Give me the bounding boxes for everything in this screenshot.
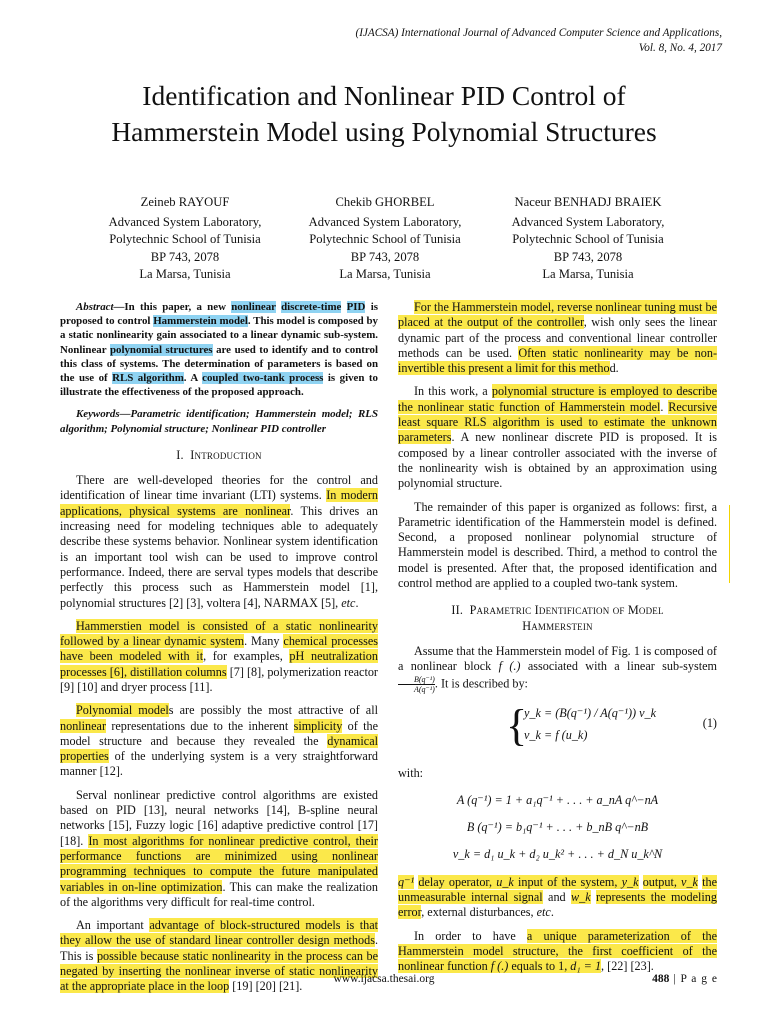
fraction-numerator: B(q⁻¹)	[414, 674, 435, 684]
highlight: represents the modeling	[595, 890, 717, 905]
highlight: Hammerstein model	[153, 315, 248, 328]
right-column	[398, 300, 717, 983]
text: and	[542, 890, 571, 905]
paragraph	[398, 644, 717, 694]
author-lab: Advanced System Laboratory,	[308, 214, 462, 229]
abstract-text: is proposed to control	[60, 301, 378, 328]
equation-v: v_k = d₁ u_k + d₂ u_k² + . . . + d_N u_k^N	[452, 847, 663, 862]
section-heading-introduction	[60, 448, 378, 463]
highlight: For the Hammerstein model, reverse nonlinear tuning must be placed at the output of the controller	[398, 300, 717, 330]
highlight: In modern applications, physical systems are nonlinear	[60, 488, 378, 518]
math-inline: f (.)	[498, 659, 521, 674]
highlight: delay operator,	[418, 874, 497, 889]
title-line-2: Hammerstein Model using Polynomial Structures	[111, 116, 657, 147]
abstract-label: Abstract	[76, 301, 114, 313]
text: In this work, a	[414, 384, 492, 399]
highlight: chemical processes have been modeled with it	[60, 634, 379, 664]
highlight: f (.)	[490, 959, 509, 974]
highlight: error	[398, 905, 422, 920]
author-lab: Advanced System Laboratory,	[108, 214, 262, 229]
author-lab: Advanced System Laboratory,	[511, 214, 665, 229]
journal-volume: Vol. 8, No. 4, 2017	[638, 42, 722, 54]
highlight: polynomial structure is employed to describe the nonlinear static function of Hammerstein model	[398, 384, 717, 414]
author-bp: BP 743, 2078	[150, 249, 220, 264]
left-column	[60, 300, 378, 1003]
paragraph	[398, 384, 717, 491]
author-school: Polytechnic School of Tunisia	[109, 232, 261, 246]
paragraph: The remainder of this paper is organized as follows: first, a Parametric identification of the Hammerstein model is defined. Second, a proposed nonlinear polynomial structure of Hammerstein model is described. Third, a method to control the model is presented. After that, the proposed identification and control method are applied to a coupled two-tank system.	[398, 499, 717, 591]
highlight: Polynomial model	[76, 703, 169, 718]
paper-title	[0, 78, 768, 150]
highlight: equals to 1,	[508, 959, 571, 974]
author-city: La Marsa, Tunisia	[139, 267, 231, 281]
section-title: Introduction	[190, 447, 262, 462]
paragraph	[60, 703, 378, 779]
highlight: coupled two-tank process	[202, 372, 324, 385]
text: d.	[609, 361, 619, 376]
keywords-text: Parametric identification; Hammerstein model; RLS algorithm; Polynomial structure; Nonlinear PID controller	[60, 408, 378, 435]
text: Assume that the Hammerstein model of Fig. 1 is composed of a nonlinear block	[398, 643, 717, 674]
text: .	[660, 399, 669, 414]
text: In order to have	[414, 928, 527, 943]
equation-B: B (q⁻¹) = b₁q⁻¹ + . . . + b_nB q^−nB	[466, 820, 649, 835]
highlight: dynamical properties	[60, 733, 378, 764]
highlight: possible because static nonlinearity in the process can be negated by inserting the nonlinear inverse of static nonlinearity at the appropriate place in the loop	[60, 948, 379, 994]
fraction-denominator: A(q⁻¹)	[398, 684, 435, 694]
author-name: Zeineb RAYOUF	[140, 195, 230, 209]
section-title: Parametric Identification of Model	[469, 603, 664, 618]
equation-line: y_k = (B(q⁻¹) / A(q⁻¹)) v_k	[524, 705, 657, 720]
highlight: input of the system,	[513, 874, 622, 889]
author-name: Naceur BENHADJ BRAIEK	[514, 195, 662, 209]
highlight: nonlinear	[231, 301, 276, 313]
highlight: polynomial structures	[109, 343, 213, 356]
highlight: PID	[346, 301, 366, 313]
abstract-text: . A	[183, 372, 203, 385]
author-3	[478, 194, 698, 284]
text: etc	[536, 905, 551, 920]
text: associated with a linear sub-system	[520, 659, 717, 674]
text: Serval nonlinear predictive control algorithms are existed based on PID [13], neural networks [14], B-spline neural networks [15], Fuzzy logic [16] adaptive predictive control [17] [18].	[60, 787, 378, 848]
margin-highlight-mark	[729, 505, 730, 583]
abstract	[60, 300, 378, 399]
highlight: v_k	[681, 874, 698, 889]
author-1	[75, 194, 295, 284]
highlight: output,	[642, 874, 682, 889]
author-bp: BP 743, 2078	[553, 249, 623, 264]
with-label: with:	[398, 765, 424, 780]
page-label: | P a g e	[669, 973, 718, 985]
text: [7] [8], polymerization reactor [9] [10] and dryer process [11].	[60, 664, 378, 694]
text: An important	[76, 918, 150, 933]
highlight: the unmeasurable internal signal	[398, 874, 718, 905]
author-school: Polytechnic School of Tunisia	[512, 232, 664, 246]
section-number: I.	[176, 447, 184, 462]
abstract-text: is given to illustrate the effectiveness of the proposed approach.	[60, 372, 378, 399]
highlight: w_k	[570, 890, 591, 905]
abstract-text: In this paper, a new	[124, 301, 232, 313]
highlight: u_k	[496, 874, 514, 889]
keywords-label: Keywords	[76, 408, 120, 421]
highlight: Recursive least square RLS algorithm is used to estimate the unknown parameters	[398, 399, 717, 445]
author-school: Polytechnic School of Tunisia	[309, 232, 461, 246]
paragraph	[60, 788, 378, 910]
text: s are possibly the most attractive of all	[168, 703, 378, 718]
equation-1	[398, 702, 717, 758]
equation-A: A (q⁻¹) = 1 + a₁q⁻¹ + . . . + a_nA q^−nA	[456, 792, 659, 807]
text: . It is described by:	[434, 675, 528, 690]
title-line-1: Identification and Nonlinear PID Control of	[142, 80, 626, 111]
paragraph	[398, 300, 717, 376]
text: , for examples,	[203, 649, 290, 664]
highlight: nonlinear	[60, 718, 107, 733]
abstract-text	[341, 301, 346, 313]
highlight: In most algorithms for nonlinear predictive control, their performance functions are minimized using nonlinear programming techniques to compute the future manipulated variables in on-line optimization	[60, 833, 378, 894]
text: representations due to the inherent	[106, 718, 294, 733]
journal-header	[355, 26, 722, 56]
text: etc	[341, 595, 356, 610]
equation-number: (1)	[702, 715, 717, 730]
text: There are well-developed theories for the control and identification of linear time invariant (LTI) systems.	[60, 473, 378, 503]
paragraph	[398, 929, 717, 975]
abstract-dash: —	[113, 301, 125, 313]
author-city: La Marsa, Tunisia	[339, 267, 431, 281]
author-city: La Marsa, Tunisia	[542, 267, 634, 281]
journal-name: (IJACSA) International Journal of Advanced Computer Science and Applications,	[355, 27, 722, 39]
brace-icon: {	[506, 700, 528, 750]
paragraph	[60, 473, 378, 611]
text: . This drives an increasing need for modeling techniques able to adequately describe these systems behavior. Nonlinear system identification is an important tool wish can be used to improve control performance. Indeed, there are serval types models that describe perfectly this process such as Hammerstein model [1], polynomial structures [2] [3], voltera [4], NARMAX [5],	[60, 503, 378, 610]
highlight: pH neutralization processes [6], distillation columns	[60, 649, 378, 679]
highlight: a unique parameterization of the Hammerstein model structure, the first coefficient of the nonlinear function	[398, 928, 717, 974]
text: , external disturbances,	[421, 905, 537, 920]
paragraph	[60, 619, 378, 695]
abstract-text: are used to identify and to control this class of systems. The determination of parameters is based on the use of	[60, 343, 378, 385]
text: [19] [20] [21].	[229, 979, 303, 994]
keywords-dash: —	[119, 408, 131, 421]
section-heading-identification	[398, 603, 717, 634]
text: . A new nonlinear discrete PID is proposed. It is composed by a linear controller associated with the inverse of the nonlinearity wish is obtained by an approximation using polynomial structure.	[398, 430, 717, 491]
text: . Many	[244, 634, 284, 649]
highlight: d₁ = 1	[570, 959, 602, 974]
highlight: RLS algorithm	[112, 372, 184, 385]
highlight: Hammerstien model is consisted of a static nonlinearity followed by a linear dynamic system	[60, 618, 378, 649]
transfer-fraction	[398, 675, 435, 694]
footer-url: www.ijacsa.thesai.org	[333, 973, 435, 985]
text: . This is	[60, 933, 378, 963]
highlight: Often static nonlinearity may be non-invertible this present a limit for this metho	[398, 345, 717, 376]
text: .	[550, 905, 554, 920]
highlight: discrete-time	[281, 301, 342, 313]
abstract-text: . This model is composed by a static nonlinearity gain associated to a linear dynamic sub-system. Nonlinear	[60, 315, 378, 356]
equation-line: v_k = f (u_k)	[524, 727, 588, 742]
highlight: q⁻¹	[398, 874, 415, 889]
section-title-2: Hammerstein	[522, 618, 593, 633]
highlight: simplicity	[293, 718, 343, 733]
page-number: 488	[652, 973, 670, 985]
text: . This can make the realization of the algorithms very difficult for real-time control.	[60, 879, 378, 909]
text: , wish only sees the linear dynamic part of the process and conventional linear controller methods can be used.	[398, 315, 717, 360]
text: of the underlying system is a very straightforward manner [12].	[60, 749, 378, 779]
text: of the model structure and because they revealed the	[60, 718, 378, 748]
highlight: y_k	[621, 874, 639, 889]
section-number: II.	[451, 603, 464, 618]
footer-page	[652, 973, 718, 985]
highlight: advantage of block-structured models is that they allow the use of standard linear controller design methods	[60, 918, 378, 948]
author-bp: BP 743, 2078	[350, 249, 420, 264]
author-name: Chekib GHORBEL	[335, 195, 435, 209]
paragraph	[398, 875, 717, 921]
keywords	[60, 407, 378, 435]
text: .	[355, 595, 359, 610]
text: , [22] [23].	[601, 959, 654, 974]
author-2	[275, 194, 495, 284]
